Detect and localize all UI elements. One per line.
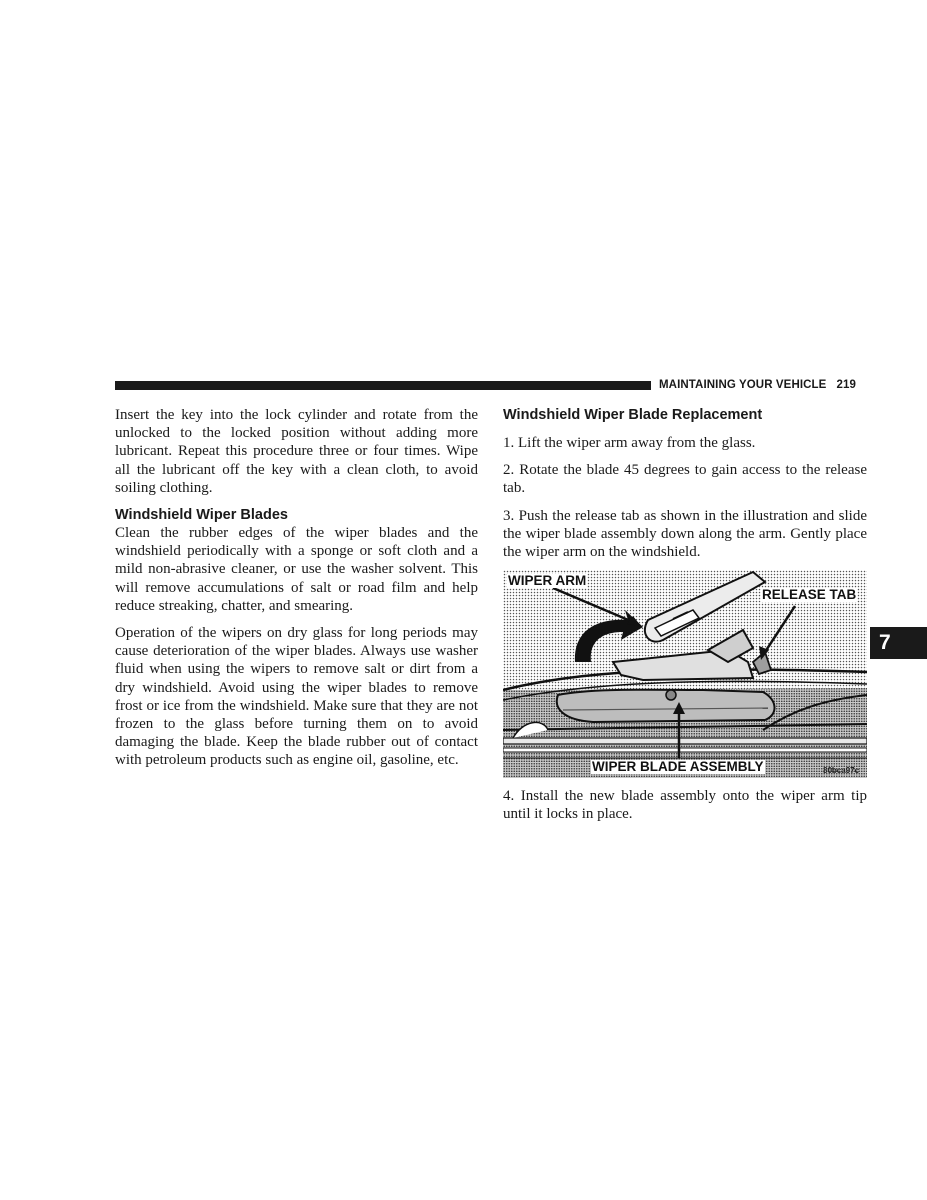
running-header: [659, 379, 867, 395]
label-wiper-arm: WIPER ARM: [508, 573, 587, 589]
header-rule: [115, 381, 651, 390]
label-wiper-blade-assembly: WIPER BLADE ASSEMBLY: [592, 759, 764, 775]
chapter-tab: 7: [870, 627, 927, 659]
wiper-blades-paragraph-1: Clean the rubber edges of the wiper blades and the windshield periodically with a sponge or soft cloth and a mild non-abrasive cleaner, or use the washer solvent. This will remove accumulations of salt or road film and help reduce streaking, chatter, and smearing.: [115, 525, 478, 614]
wiper-blades-heading: Windshield Wiper Blades: [115, 507, 288, 524]
intro-paragraph: Insert the key into the lock cylinder and rotate from the unlocked to the locked position without adding more lubricant. Repeat this procedure three or four times. Wipe all the lubricant off the key with a clean cloth, to avoid soiling clothing.: [115, 407, 478, 496]
step-4: 4. Install the new blade assembly onto the wiper arm tip until it locks in place.: [503, 788, 867, 823]
replacement-heading: Windshield Wiper Blade Replacement: [503, 407, 763, 423]
step-2: 2. Rotate the blade 45 degrees to gain access to the release tab.: [503, 462, 867, 497]
label-release-tab: RELEASE TAB: [762, 587, 857, 603]
left-column: [115, 406, 478, 779]
step-1: 1. Lift the wiper arm away from the glass.: [503, 435, 756, 451]
page-number: 219: [836, 379, 856, 391]
right-column: [503, 406, 867, 833]
wiper-blade-illustration: [503, 570, 867, 778]
section-title: MAINTAINING YOUR VEHICLE: [659, 379, 827, 391]
wiper-blades-paragraph-2: Operation of the wipers on dry glass for long periods may cause deterioration of the wiper blades. Always use washer fluid when using the wipers to remove salt or dirt from a dry windshield. Avoid using the wiper blades to remove frost or ice from the windshield. Make sure that they are not frozen to the glass before turning them on to avoid damaging the blade. Keep the blade rubber out of contact with petroleum products such as engine oil, gasoline, etc.: [115, 625, 478, 769]
figure-code: 80bca97c: [823, 766, 860, 776]
step-3: 3. Push the release tab as shown in the illustration and slide the wiper blade assembly down along the arm. Gently place the wiper arm on the windshield.: [503, 507, 867, 561]
